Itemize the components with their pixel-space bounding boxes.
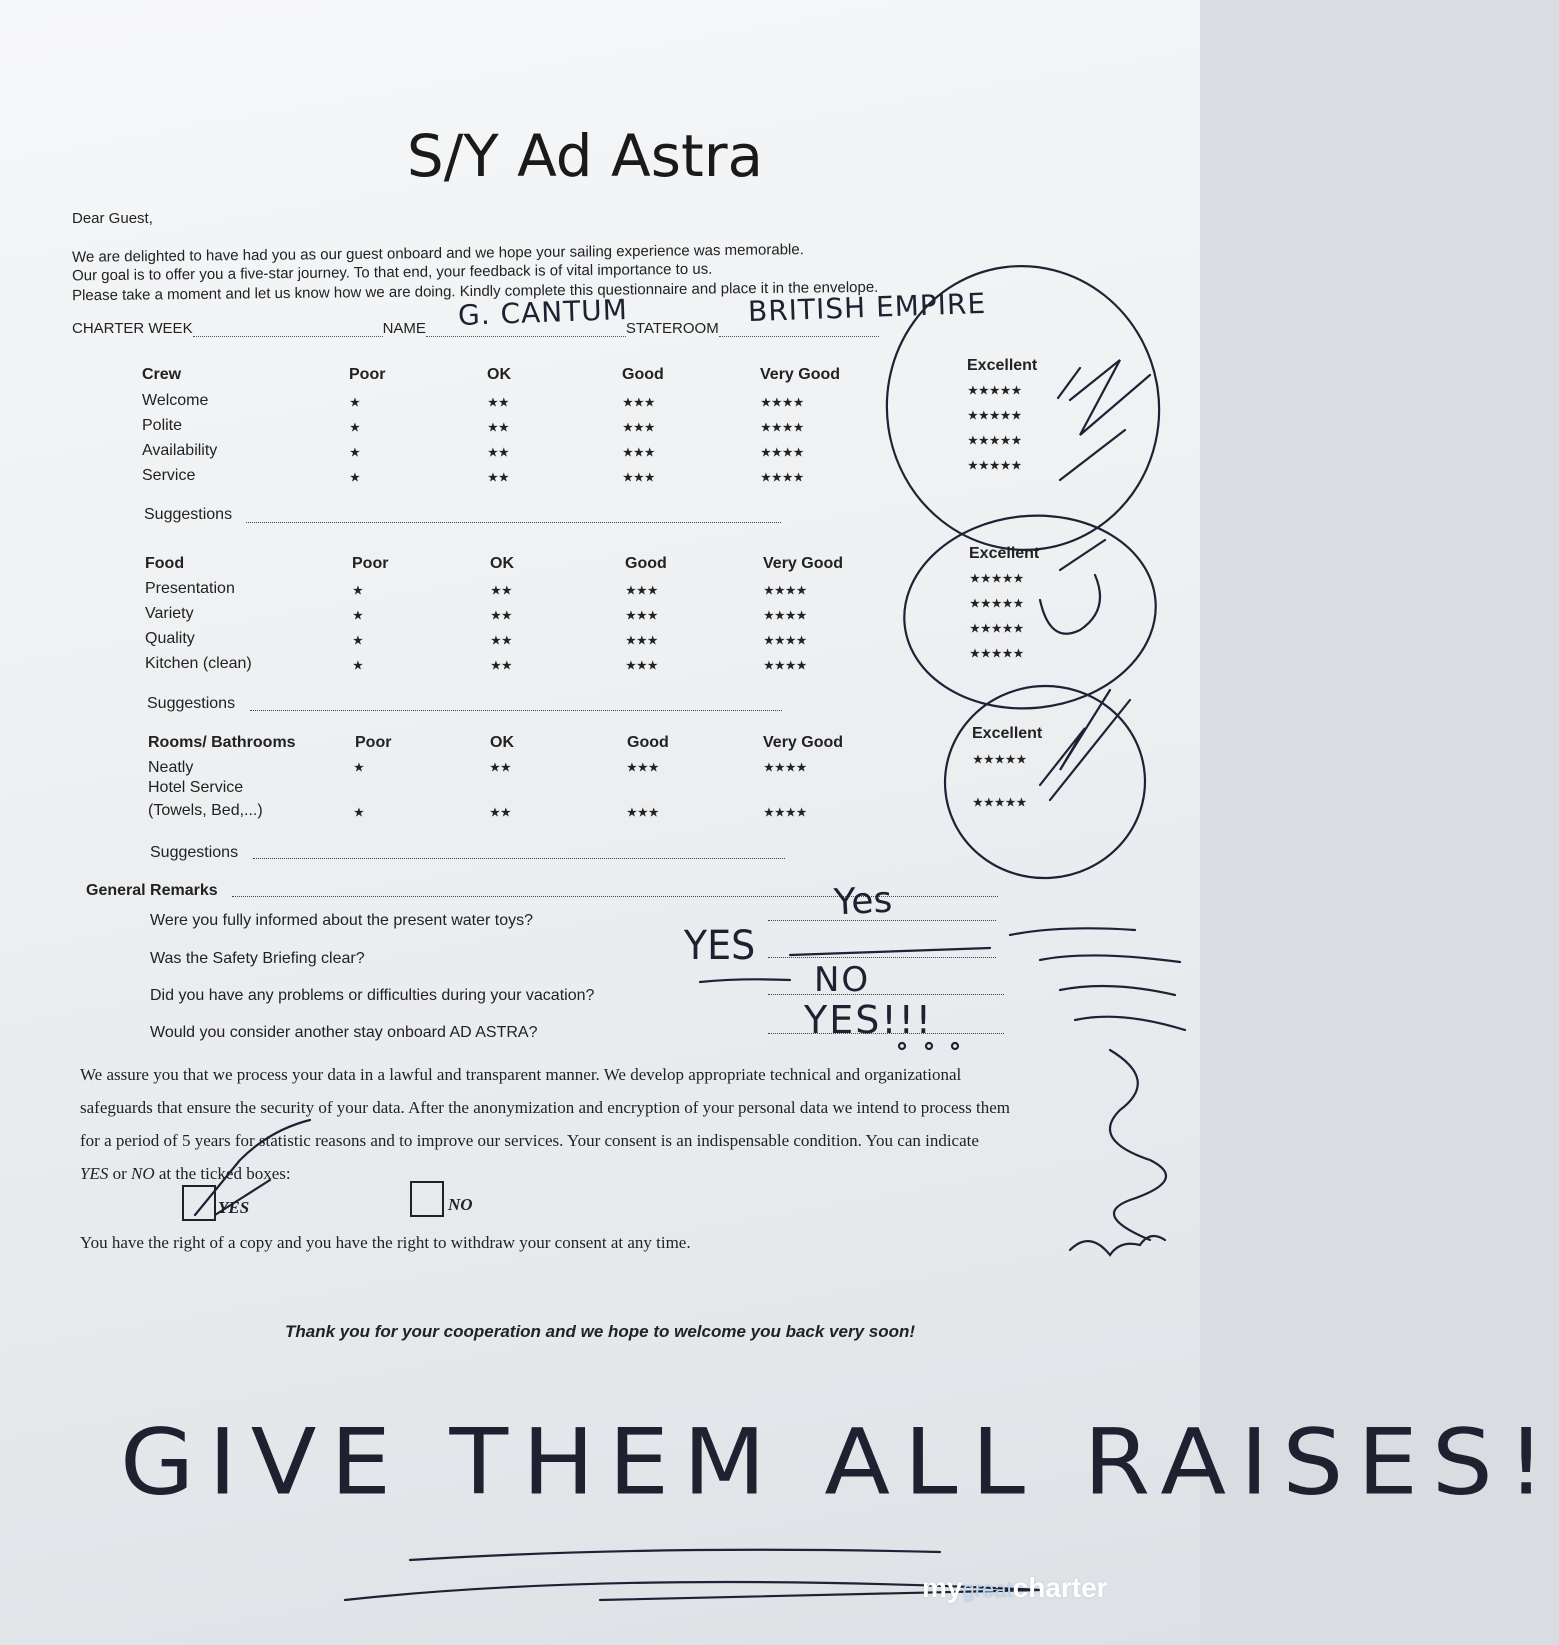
ok-option[interactable]: ★★ <box>488 397 510 409</box>
consent-line: for a period of 5 years for statistic reasons and to improve our services. Your consent is an indispensable condition. You can indicate <box>80 1131 979 1150</box>
underline-stroke <box>700 979 790 982</box>
poor-option[interactable]: ★ <box>350 472 361 484</box>
question-another-stay: Would you consider another stay onboard AD ASTRA? <box>150 1024 538 1041</box>
very-good-header: Very Good <box>763 734 844 751</box>
good-header: Good <box>622 366 664 383</box>
excellent-option[interactable]: ★★★★★ <box>968 410 1023 422</box>
good-option[interactable]: ★★★ <box>623 447 656 459</box>
dot-mark <box>952 1043 958 1049</box>
intro-line-2: Our goal is to offer you a five-star journey. To that end, your feedback is of vital importance to us. <box>71 260 713 285</box>
ok-option[interactable]: ★★ <box>491 610 513 622</box>
crew-heading: Crew <box>142 366 182 383</box>
ok-option[interactable]: ★★ <box>488 422 510 434</box>
criterion-label: Neatly <box>148 759 194 776</box>
scribble-strikethrough <box>1010 928 1185 1030</box>
criterion-label: Welcome <box>142 392 209 409</box>
very-good-option[interactable]: ★★★★ <box>764 762 808 774</box>
handwritten-message: GIVE THEM ALL RAISES! <box>120 1408 1559 1516</box>
very-good-option[interactable]: ★★★★ <box>761 397 805 409</box>
criterion-label: Polite <box>142 417 183 434</box>
criterion-label: Variety <box>145 605 194 622</box>
greeting: Dear Guest, <box>72 210 153 227</box>
criterion-label: Hotel Service <box>148 779 244 796</box>
stateroom-handwritten: BRITISH EMPIRE <box>747 286 987 329</box>
answer-another-stay: YES!!! <box>804 998 934 1042</box>
poor-option[interactable]: ★ <box>350 447 361 459</box>
poor-header: Poor <box>352 555 389 572</box>
excellent-circle-rooms <box>939 679 1152 884</box>
ok-option[interactable]: ★★ <box>491 635 513 647</box>
good-header: Good <box>627 734 669 751</box>
excellent-option[interactable]: ★★★★★ <box>968 460 1023 472</box>
excellent-option[interactable]: ★★★★★ <box>968 385 1023 397</box>
ok-header: OK <box>490 555 514 572</box>
consent-rights: You have the right of a copy and you have the right to withdraw your consent at any time. <box>80 1233 691 1252</box>
page-title: S/Y Ad Astra <box>406 122 764 190</box>
very-good-option[interactable]: ★★★★ <box>761 447 805 459</box>
criterion-label: Presentation <box>145 580 235 597</box>
very-good-header: Very Good <box>760 366 841 383</box>
poor-option[interactable]: ★ <box>353 660 364 672</box>
consent-yes-word: YES <box>80 1164 109 1183</box>
very-good-option[interactable]: ★★★★ <box>761 422 805 434</box>
logo-middle-text: great <box>962 1577 1013 1602</box>
question-safety-briefing: Was the Safety Briefing clear? <box>150 950 365 967</box>
name-handwritten: G. CANTUM <box>457 293 629 332</box>
stateroom-label: STATEROOM <box>625 320 719 337</box>
criterion-label: Quality <box>145 630 195 647</box>
poor-option[interactable]: ★ <box>353 585 364 597</box>
poor-option[interactable]: ★ <box>353 610 364 622</box>
consent-line: We assure you that we process your data in a lawful and transparent manner. We develop appropriate technical and organizational <box>80 1065 962 1084</box>
good-option[interactable]: ★★★ <box>627 807 660 819</box>
consent-ticked-text: at the ticked boxes: <box>158 1164 291 1183</box>
criterion-label: Availability <box>142 442 218 459</box>
ok-option[interactable]: ★★ <box>488 447 510 459</box>
good-option[interactable]: ★★★ <box>626 660 659 672</box>
answer-water-toys: Yes <box>832 879 894 924</box>
charter-week-label: CHARTER WEEK <box>72 320 193 337</box>
ok-header: OK <box>487 366 511 383</box>
consent-no-word: NO <box>131 1164 155 1183</box>
signature <box>1070 1236 1165 1255</box>
very-good-option[interactable]: ★★★★ <box>761 472 805 484</box>
ok-header: OK <box>490 734 514 751</box>
yes-tick-mark <box>195 1120 310 1215</box>
food-suggestions-label: Suggestions <box>147 695 236 712</box>
excellent-option[interactable]: ★★★★★ <box>970 573 1025 585</box>
side-scribble <box>1110 1050 1166 1240</box>
very-good-option[interactable]: ★★★★ <box>764 610 808 622</box>
excellent-option[interactable]: ★★★★★ <box>973 754 1028 766</box>
general-remarks-heading: General Remarks <box>86 882 218 899</box>
poor-option[interactable]: ★ <box>350 397 361 409</box>
crew-suggestions-label: Suggestions <box>144 506 233 523</box>
thank-you-message: Thank you for your cooperation and we hope to welcome you back very soon! <box>284 1322 916 1341</box>
ok-option[interactable]: ★★ <box>491 585 513 597</box>
excellent-option[interactable]: ★★★★★ <box>973 797 1028 809</box>
good-option[interactable]: ★★★ <box>626 610 659 622</box>
question-water-toys: Were you fully informed about the present water toys? <box>150 912 534 929</box>
criterion-label: Service <box>142 467 196 484</box>
poor-header: Poor <box>349 366 386 383</box>
excellent-header: Excellent <box>969 545 1040 562</box>
watermark-logo <box>922 1572 1108 1604</box>
intro-line-1: We are delighted to have had you as our guest onboard and we hope your sailing experience was memorable. <box>71 241 804 266</box>
very-good-option[interactable]: ★★★★ <box>764 635 808 647</box>
good-option[interactable]: ★★★ <box>623 472 656 484</box>
good-option[interactable]: ★★★ <box>623 422 656 434</box>
excellent-option[interactable]: ★★★★★ <box>970 598 1025 610</box>
strike-stroke <box>790 948 990 955</box>
question-problems: Did you have any problems or difficulties during your vacation? <box>150 987 595 1004</box>
good-option[interactable]: ★★★ <box>623 397 656 409</box>
ok-option[interactable]: ★★ <box>490 762 512 774</box>
dot-mark <box>926 1043 932 1049</box>
poor-header: Poor <box>355 734 392 751</box>
poor-option[interactable]: ★ <box>354 807 365 819</box>
excellent-header: Excellent <box>967 357 1038 374</box>
good-option[interactable]: ★★★ <box>626 585 659 597</box>
ok-option[interactable]: ★★ <box>488 472 510 484</box>
very-good-option[interactable]: ★★★★ <box>764 807 808 819</box>
very-good-option[interactable]: ★★★★ <box>764 660 808 672</box>
rooms-heading: Rooms/ Bathrooms <box>148 734 296 751</box>
criterion-label: Kitchen (clean) <box>145 655 252 672</box>
dot-mark <box>899 1043 905 1049</box>
poor-option[interactable]: ★ <box>354 762 365 774</box>
good-header: Good <box>625 555 667 572</box>
logo-left-text: my <box>922 1572 963 1603</box>
rooms-suggestions-label: Suggestions <box>150 844 239 861</box>
check-mark-crew <box>1058 360 1150 480</box>
excellent-circle-crew <box>869 248 1178 567</box>
answer-safety-briefing: YES <box>683 923 756 969</box>
consent-yes-label: YES <box>218 1198 250 1217</box>
poor-option[interactable]: ★ <box>350 422 361 434</box>
very-good-option[interactable]: ★★★★ <box>764 585 808 597</box>
excellent-option[interactable]: ★★★★★ <box>970 648 1025 660</box>
poor-option[interactable]: ★ <box>353 635 364 647</box>
intro-line-3: Please take a moment and let us know how we are doing. Kindly complete this questionnaire and place it in the envelope. <box>71 278 879 305</box>
criterion-label: (Towels, Bed,...) <box>148 802 263 819</box>
excellent-header: Excellent <box>972 725 1043 742</box>
ok-option[interactable]: ★★ <box>490 807 512 819</box>
name-label: NAME <box>382 320 426 337</box>
logo-right-text: charter <box>1012 1572 1108 1603</box>
consent-or-word: or <box>112 1164 127 1183</box>
food-heading: Food <box>145 555 185 572</box>
consent-line: safeguards that ensure the security of your data. After the anonymization and encryption of your personal data we intend to process them <box>80 1098 1010 1117</box>
check-mark-food <box>1040 540 1105 634</box>
very-good-header: Very Good <box>763 555 844 572</box>
excellent-option[interactable]: ★★★★★ <box>968 435 1023 447</box>
consent-no-label: NO <box>448 1195 473 1214</box>
good-option[interactable]: ★★★ <box>626 635 659 647</box>
ok-option[interactable]: ★★ <box>491 660 513 672</box>
good-option[interactable]: ★★★ <box>627 762 660 774</box>
excellent-option[interactable]: ★★★★★ <box>970 623 1025 635</box>
answer-problems: NO <box>814 960 871 1000</box>
